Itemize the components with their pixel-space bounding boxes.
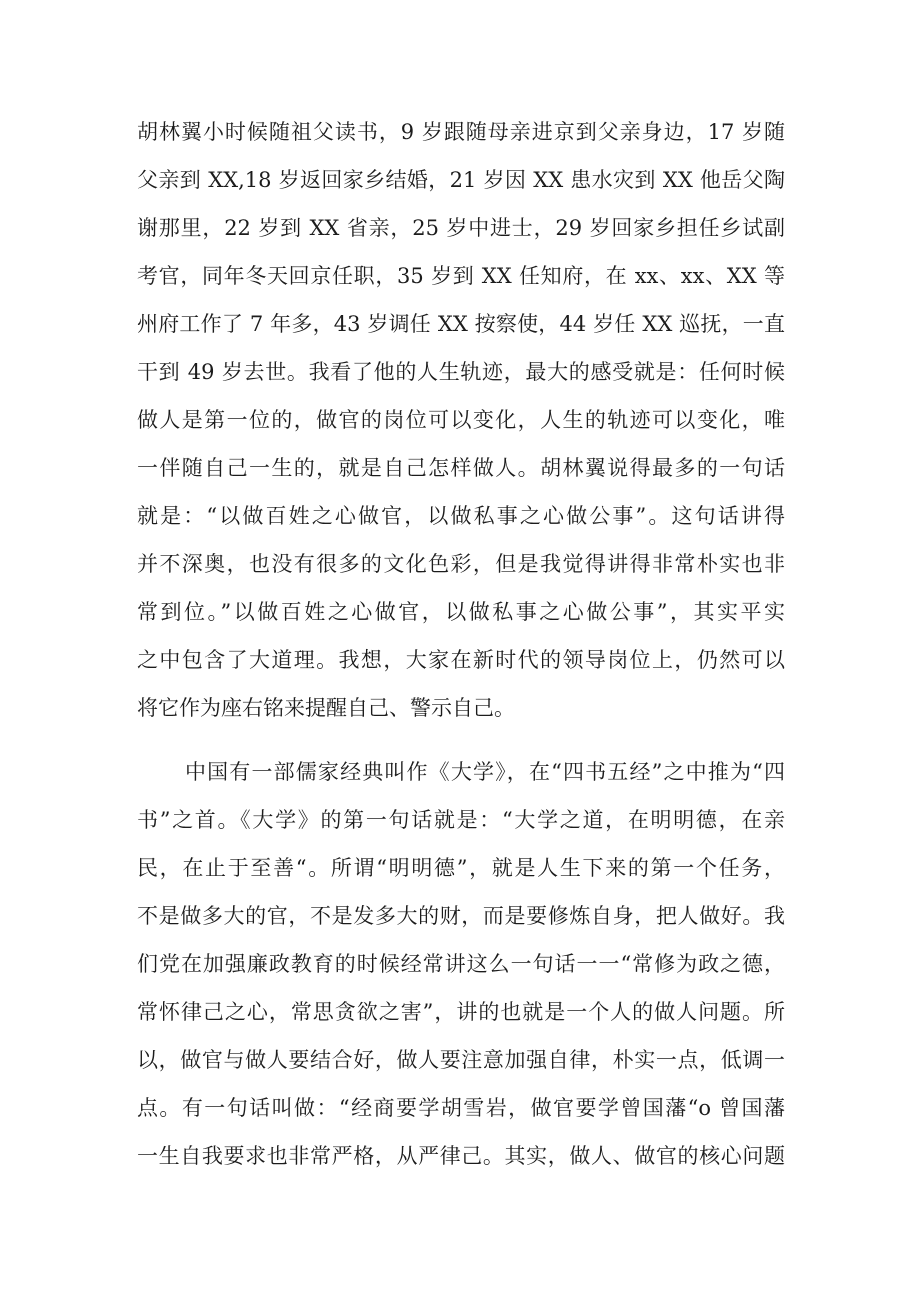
text-line: 州府工作了 7 年多，43 岁调任 XX 按察使，44 岁任 XX 巡抚，一直 [137, 312, 785, 336]
text-line: 不是做多大的官，不是发多大的财，而是要修炼自身，把人做好。我 [137, 904, 785, 928]
text-line: 常到位。”以做百姓之心做官，以做私事之心做公事”，其实平实 [137, 600, 785, 624]
text-line: 书”之首。《大学》的第一句话就是：“大学之道，在明明德，在亲 [137, 808, 785, 832]
text-line: 父亲到 XX,18 岁返回家乡结婚，21 岁因 XX 患水灾到 XX 他岳父陶 [137, 168, 785, 192]
paragraph-2 [137, 748, 785, 1180]
text-line: 一生自我要求也非常严格，从严律己。其实，做人、做官的核心问题 [137, 1144, 785, 1168]
text-line: 们党在加强廉政教育的时候经常讲这么一句话一一“常修为政之德， [137, 952, 785, 976]
text-line: 民，在止于至善“。所谓“明明德”，就是人生下来的第一个任务， [137, 856, 785, 880]
text-line: 点。有一句话叫做：“经商要学胡雪岩，做官要学曾国藩“o 曾国藩 [137, 1096, 785, 1120]
text-line: 做人是第一位的，做官的岗位可以变化，人生的轨迹可以变化，唯 [137, 408, 785, 432]
text-line: 胡林翼小时候随祖父读书，9 岁跟随母亲进京到父亲身边，17 岁随 [137, 120, 785, 144]
text-line: 考官，同年冬天回京任职，35 岁到 XX 任知府，在 xx、xx、XX 等 [137, 264, 785, 288]
text-line: 以，做官与做人要结合好，做人要注意加强自律，朴实一点，低调一 [137, 1048, 785, 1072]
text-line: 中国有一部儒家经典叫作《大学》，在“四书五经”之中推为“四 [185, 760, 785, 784]
text-line: 之中包含了大道理。我想，大家在新时代的领导岗位上，仍然可以 [137, 648, 785, 672]
paragraph-1 [137, 108, 785, 732]
text-line: 将它作为座右铭来提醒自己、警示自己。 [137, 696, 515, 720]
text-line: 干到 49 岁去世。我看了他的人生轨迹，最大的感受就是：任何时候 [137, 360, 785, 384]
text-line: 常怀律己之心，常思贪欲之害”，讲的也就是一个人的做人问题。所 [137, 1000, 785, 1024]
text-line: 谢那里，22 岁到 XX 省亲，25 岁中进士，29 岁回家乡担任乡试副 [137, 216, 785, 240]
text-line: 一伴随自己一生的，就是自己怎样做人。胡林翼说得最多的一句话 [137, 456, 785, 480]
text-line: 并不深奥，也没有很多的文化色彩，但是我觉得讲得非常朴实也非 [137, 552, 785, 576]
text-line: 就是：“以做百姓之心做官，以做私事之心做公事”。这句话讲得 [137, 504, 785, 528]
